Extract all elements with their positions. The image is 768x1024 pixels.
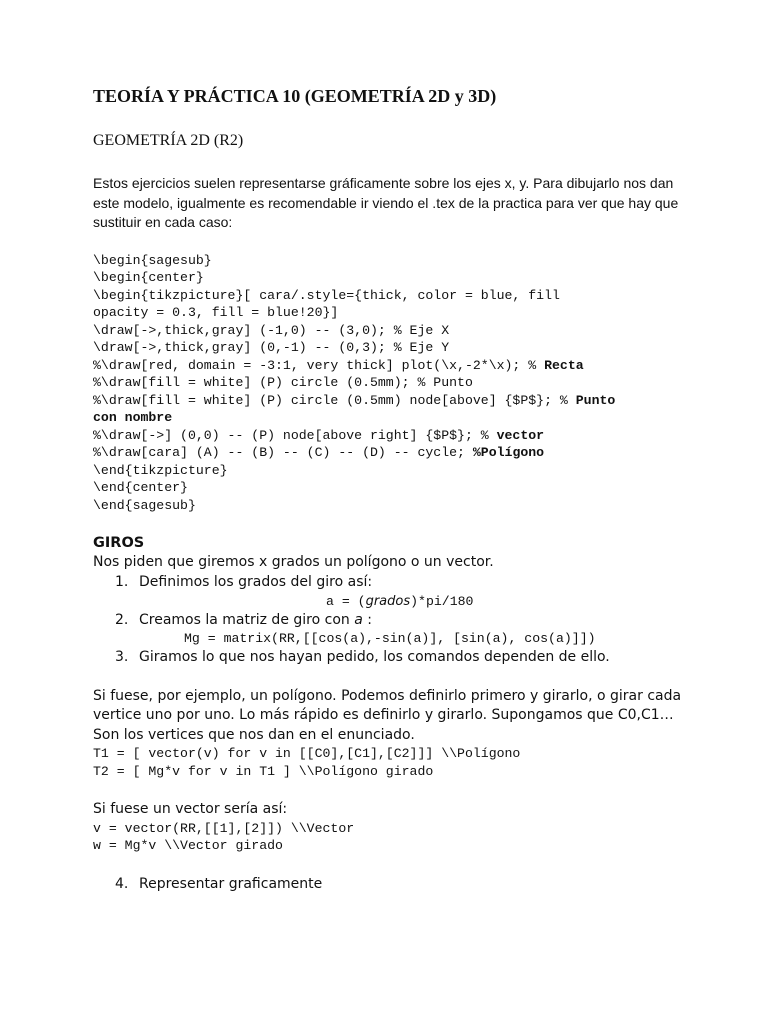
- code-text: opacity = 0.3, fill = blue!20}]: [93, 305, 339, 320]
- polygon-code-line: T2 = [ Mg*v for v in T1 ] \\Polígono girado: [93, 763, 434, 779]
- code-comment-bold: vector: [496, 427, 545, 443]
- code-text: \begin{tikzpicture}[ cara/.style={thick, color = blue, fill: [93, 287, 560, 303]
- code-text: %\draw[fill = white] (P) circle (0.5mm) node[above] {$P$}; %: [93, 392, 576, 408]
- code-comment-bold: con nombre: [93, 410, 173, 425]
- code-comment-bold: Punto: [575, 392, 616, 408]
- code-comment-bold: Recta: [544, 357, 584, 373]
- list-item: [93, 875, 693, 894]
- code-text: %\draw[->] (0,0) -- (P) node[above right] {$P$}; %: [93, 427, 497, 443]
- vector-paragraph: Si fuese un vector sería así:: [93, 801, 288, 817]
- polygon-code-line: T1 = [ vector(v) for v in [[C0],[C1],[C2]]] \\Polígono: [93, 746, 521, 761]
- list-number: 1.: [115, 573, 129, 590]
- code-line: [93, 409, 693, 427]
- intro-paragraph: Estos ejercicios suelen representarse gráficamente sobre los ejes x, y. Para dibujarlo nos dan este modelo, igualmente es recomendable ir viendo el .tex de la practica para ver que hay que sustituir en cada caso:: [93, 175, 679, 230]
- code-line: [93, 304, 693, 322]
- step-text: Representar graficamente: [139, 875, 323, 892]
- list-number: 3.: [115, 648, 129, 665]
- code-line: [93, 374, 693, 392]
- code-text: \draw[->,thick,gray] (-1,0) -- (3,0); % Eje X: [93, 322, 450, 338]
- vector-code-line: w = Mg*v \\Vector girado: [93, 838, 283, 853]
- document-title: TEORÍA Y PRÁCTICA 10 (GEOMETRÍA 2D y 3D): [93, 86, 497, 106]
- giros-steps: [93, 573, 693, 667]
- variable-a: a: [354, 612, 363, 628]
- code-text: %\draw[cara] (A) -- (B) -- (C) -- (D) -- cycle;: [93, 445, 473, 460]
- document-page: [93, 84, 693, 894]
- giros-steps-cont: [93, 875, 693, 894]
- list-number: 4.: [115, 875, 129, 892]
- code-line: [93, 322, 693, 340]
- code-text: \end{center}: [93, 480, 188, 495]
- list-number: 2.: [115, 612, 129, 628]
- formula-part: )*pi/180: [410, 593, 474, 609]
- code-line: [93, 497, 693, 515]
- code-line: [93, 392, 693, 410]
- list-item: [93, 573, 693, 592]
- code-text: \end{sagesub}: [93, 497, 196, 513]
- angle-formula: [93, 592, 693, 612]
- code-line: [93, 427, 693, 445]
- code-text: %\draw[fill = white] (P) circle (0.5mm); % Punto: [93, 375, 473, 390]
- code-line: [93, 287, 693, 305]
- list-item: [93, 611, 693, 630]
- code-line: [93, 462, 693, 480]
- polygon-paragraph: Si fuese, por ejemplo, un polígono. Podemos definirlo primero y girarlo, o girar cada vertice uno por uno. Lo más rápido es definirlo y girarlo. Supongamos que C0,C1…Son los vertices que nos dan en el enunciado.: [93, 687, 682, 743]
- section-subtitle: GEOMETRÍA 2D (R2): [93, 132, 244, 149]
- giros-intro: Nos piden que giremos x grados un polígono o un vector.: [93, 554, 494, 570]
- formula-part: a = (: [326, 593, 366, 609]
- step-text: Definimos los grados del giro así:: [139, 573, 373, 590]
- code-text: \end{tikzpicture}: [93, 462, 228, 478]
- vector-code-line: v = vector(RR,[[1],[2]]) \\Vector: [93, 820, 355, 836]
- code-line: [93, 252, 693, 270]
- tikz-code-block: [93, 252, 693, 515]
- rotation-matrix-formula: Mg = matrix(RR,[[cos(a),-sin(a)], [sin(a), cos(a)]]): [184, 631, 596, 646]
- code-text: \begin{center}: [93, 270, 204, 285]
- step-text: Giramos lo que nos hayan pedido, los comandos dependen de ello.: [139, 648, 610, 665]
- step-colon: :: [362, 612, 372, 628]
- code-line: [93, 339, 693, 357]
- code-line: [93, 479, 693, 497]
- formula-italic: grados: [365, 593, 411, 609]
- code-text: \begin{sagesub}: [93, 252, 212, 268]
- code-line: [93, 357, 693, 375]
- giros-heading: GIROS: [93, 535, 145, 551]
- step-text: Creamos la matriz de giro con: [139, 612, 355, 628]
- code-line: [93, 444, 693, 462]
- code-text: %\draw[red, domain = -3:1, very thick] plot(\x,-2*\x); %: [93, 357, 545, 373]
- code-line: [93, 269, 693, 287]
- list-item: [93, 648, 693, 667]
- code-text: \draw[->,thick,gray] (0,-1) -- (0,3); % Eje Y: [93, 340, 450, 355]
- code-comment-bold: %Polígono: [472, 445, 545, 460]
